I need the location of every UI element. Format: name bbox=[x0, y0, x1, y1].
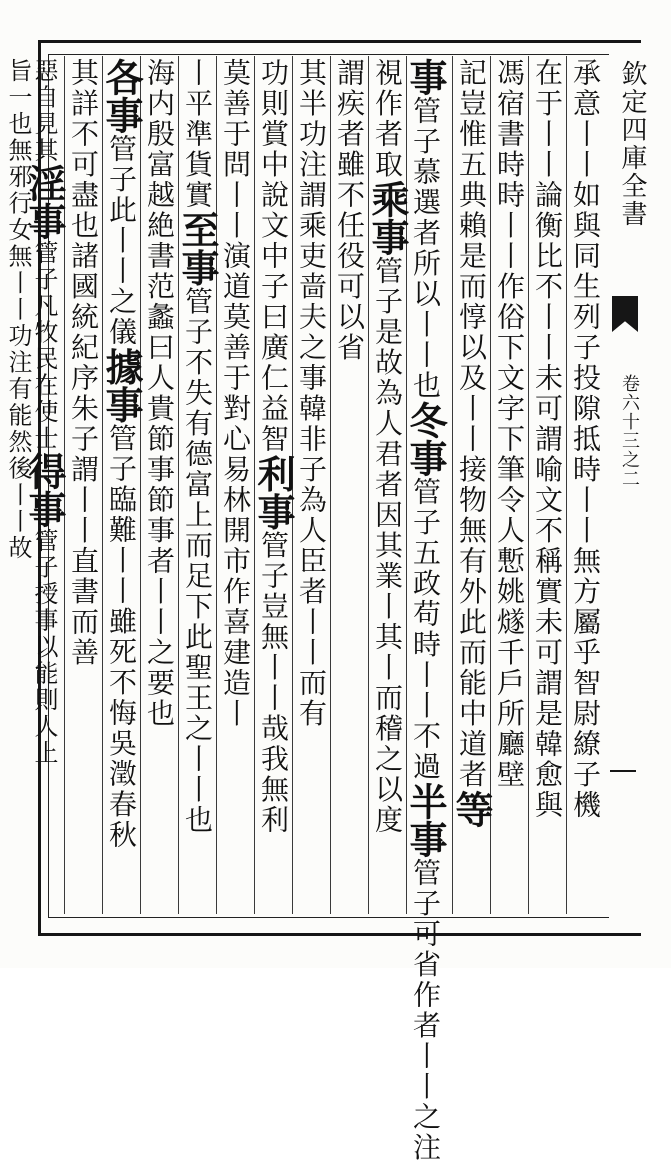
text-column bbox=[99, 58, 144, 851]
text-column bbox=[22, 58, 67, 767]
column-text: 管子可省作者丨丨之注 bbox=[409, 858, 442, 1163]
text-column bbox=[175, 58, 220, 836]
column-rule bbox=[490, 56, 491, 914]
column-text: 海内殷富 bbox=[143, 58, 176, 180]
column-text: 丨平準貨實 bbox=[181, 58, 214, 211]
entry-heading: 冬事 bbox=[403, 401, 448, 477]
margin-rule bbox=[610, 770, 636, 772]
column-text: 管子五政苟時丨丨不過 bbox=[409, 477, 442, 782]
column-text: 視作者取 bbox=[371, 58, 404, 180]
column-text: 心易林開市作喜建造丨 bbox=[219, 424, 252, 729]
text-column bbox=[403, 58, 448, 1163]
column-text: 管子不失有德富上而足下此聖王之丨丨也 bbox=[181, 286, 214, 836]
text-column bbox=[334, 58, 365, 363]
text-column bbox=[365, 58, 410, 836]
column-rule bbox=[102, 56, 103, 914]
text-column bbox=[532, 58, 563, 821]
column-rule bbox=[330, 56, 331, 914]
column-text: 諸國統紀序朱子謂丨丨直書而善 bbox=[67, 241, 100, 668]
text-column bbox=[296, 58, 327, 729]
entry-heading: 等 bbox=[449, 790, 494, 828]
column-text: 管子是故為人君者因其業丨其丨而稽之以度 bbox=[371, 256, 404, 836]
column-text: 其詳不可盡也 bbox=[67, 58, 100, 241]
column-text: 功則賞中說文中子曰廣仁益智 bbox=[257, 58, 290, 455]
entry-heading: 得事 bbox=[22, 452, 67, 528]
column-text: 管子慕選者所以丨丨也 bbox=[409, 96, 442, 401]
column-text: 管子豈無丨丨哉我無利 bbox=[257, 530, 290, 836]
column-text: 越絶書范蠡曰人貴節事節事者丨丨之要也 bbox=[143, 180, 176, 729]
column-rule bbox=[140, 56, 141, 914]
column-text: 馮宿書時時丨丨作俗下文字下筆令人慙姚燧千戶所廳壁 bbox=[493, 58, 526, 790]
text-column bbox=[570, 58, 601, 821]
column-text: 管子此丨丨之儀 bbox=[105, 134, 138, 348]
column-rule bbox=[452, 56, 453, 914]
text-column bbox=[251, 58, 296, 836]
text-column bbox=[68, 58, 99, 668]
entry-heading: 事 bbox=[403, 58, 448, 96]
column-rule bbox=[566, 56, 567, 914]
entry-heading: 乘事 bbox=[365, 180, 410, 256]
column-rule bbox=[254, 56, 255, 914]
column-text: 莫善于問丨丨演道莫善于對 bbox=[219, 58, 252, 424]
entry-heading: 據事 bbox=[99, 347, 144, 424]
column-text: 其半功 bbox=[295, 58, 328, 150]
column-text: 記豈惟五典賴是而惇以及丨丨接物無有外此而能中道者 bbox=[455, 58, 488, 790]
margin-juan: 卷六十三之二 bbox=[619, 374, 640, 488]
text-column bbox=[449, 58, 494, 828]
entry-heading: 各事 bbox=[99, 58, 144, 134]
column-rule bbox=[528, 56, 529, 914]
entry-heading: 利事 bbox=[251, 454, 296, 531]
entry-heading: 至事 bbox=[175, 210, 220, 287]
column-text: 功注有能然後丨丨故 bbox=[4, 323, 32, 562]
column-text: 在于丨丨論衡比不丨丨未可謂喻文不稱實未可謂是韓愈與 bbox=[531, 58, 564, 821]
column-rule bbox=[216, 56, 217, 914]
column-rule bbox=[368, 56, 369, 914]
entry-heading: 半事 bbox=[403, 782, 448, 858]
column-text: 注謂乘吏啬夫之事韓非子為人臣者丨丨而有 bbox=[295, 149, 328, 729]
column-text: 旨一也 bbox=[4, 58, 32, 138]
column-text: 惡自見其 bbox=[30, 58, 58, 164]
entry-heading: 淫事 bbox=[22, 164, 67, 240]
column-text: 管子臨難丨丨雖死不悔吳澂春秋 bbox=[105, 423, 138, 851]
column-text: 謂疾者雖不任役可以省 bbox=[333, 58, 366, 363]
column-text: 無邪行女無丨丨 bbox=[4, 137, 32, 323]
text-column bbox=[4, 58, 31, 562]
column-text: 管子授事以能則人上 bbox=[30, 528, 58, 767]
column-rule bbox=[178, 56, 179, 914]
text-column bbox=[494, 58, 525, 790]
text-column bbox=[220, 58, 251, 729]
column-text: 承意丨丨如與同生列子投隙抵時丨丨無方屬乎智尉繚子機 bbox=[569, 58, 602, 821]
column-text: 管子凡牧民在使士 bbox=[30, 240, 58, 452]
text-column bbox=[144, 58, 175, 729]
margin-title: 欽定四庫全書 bbox=[617, 60, 647, 228]
